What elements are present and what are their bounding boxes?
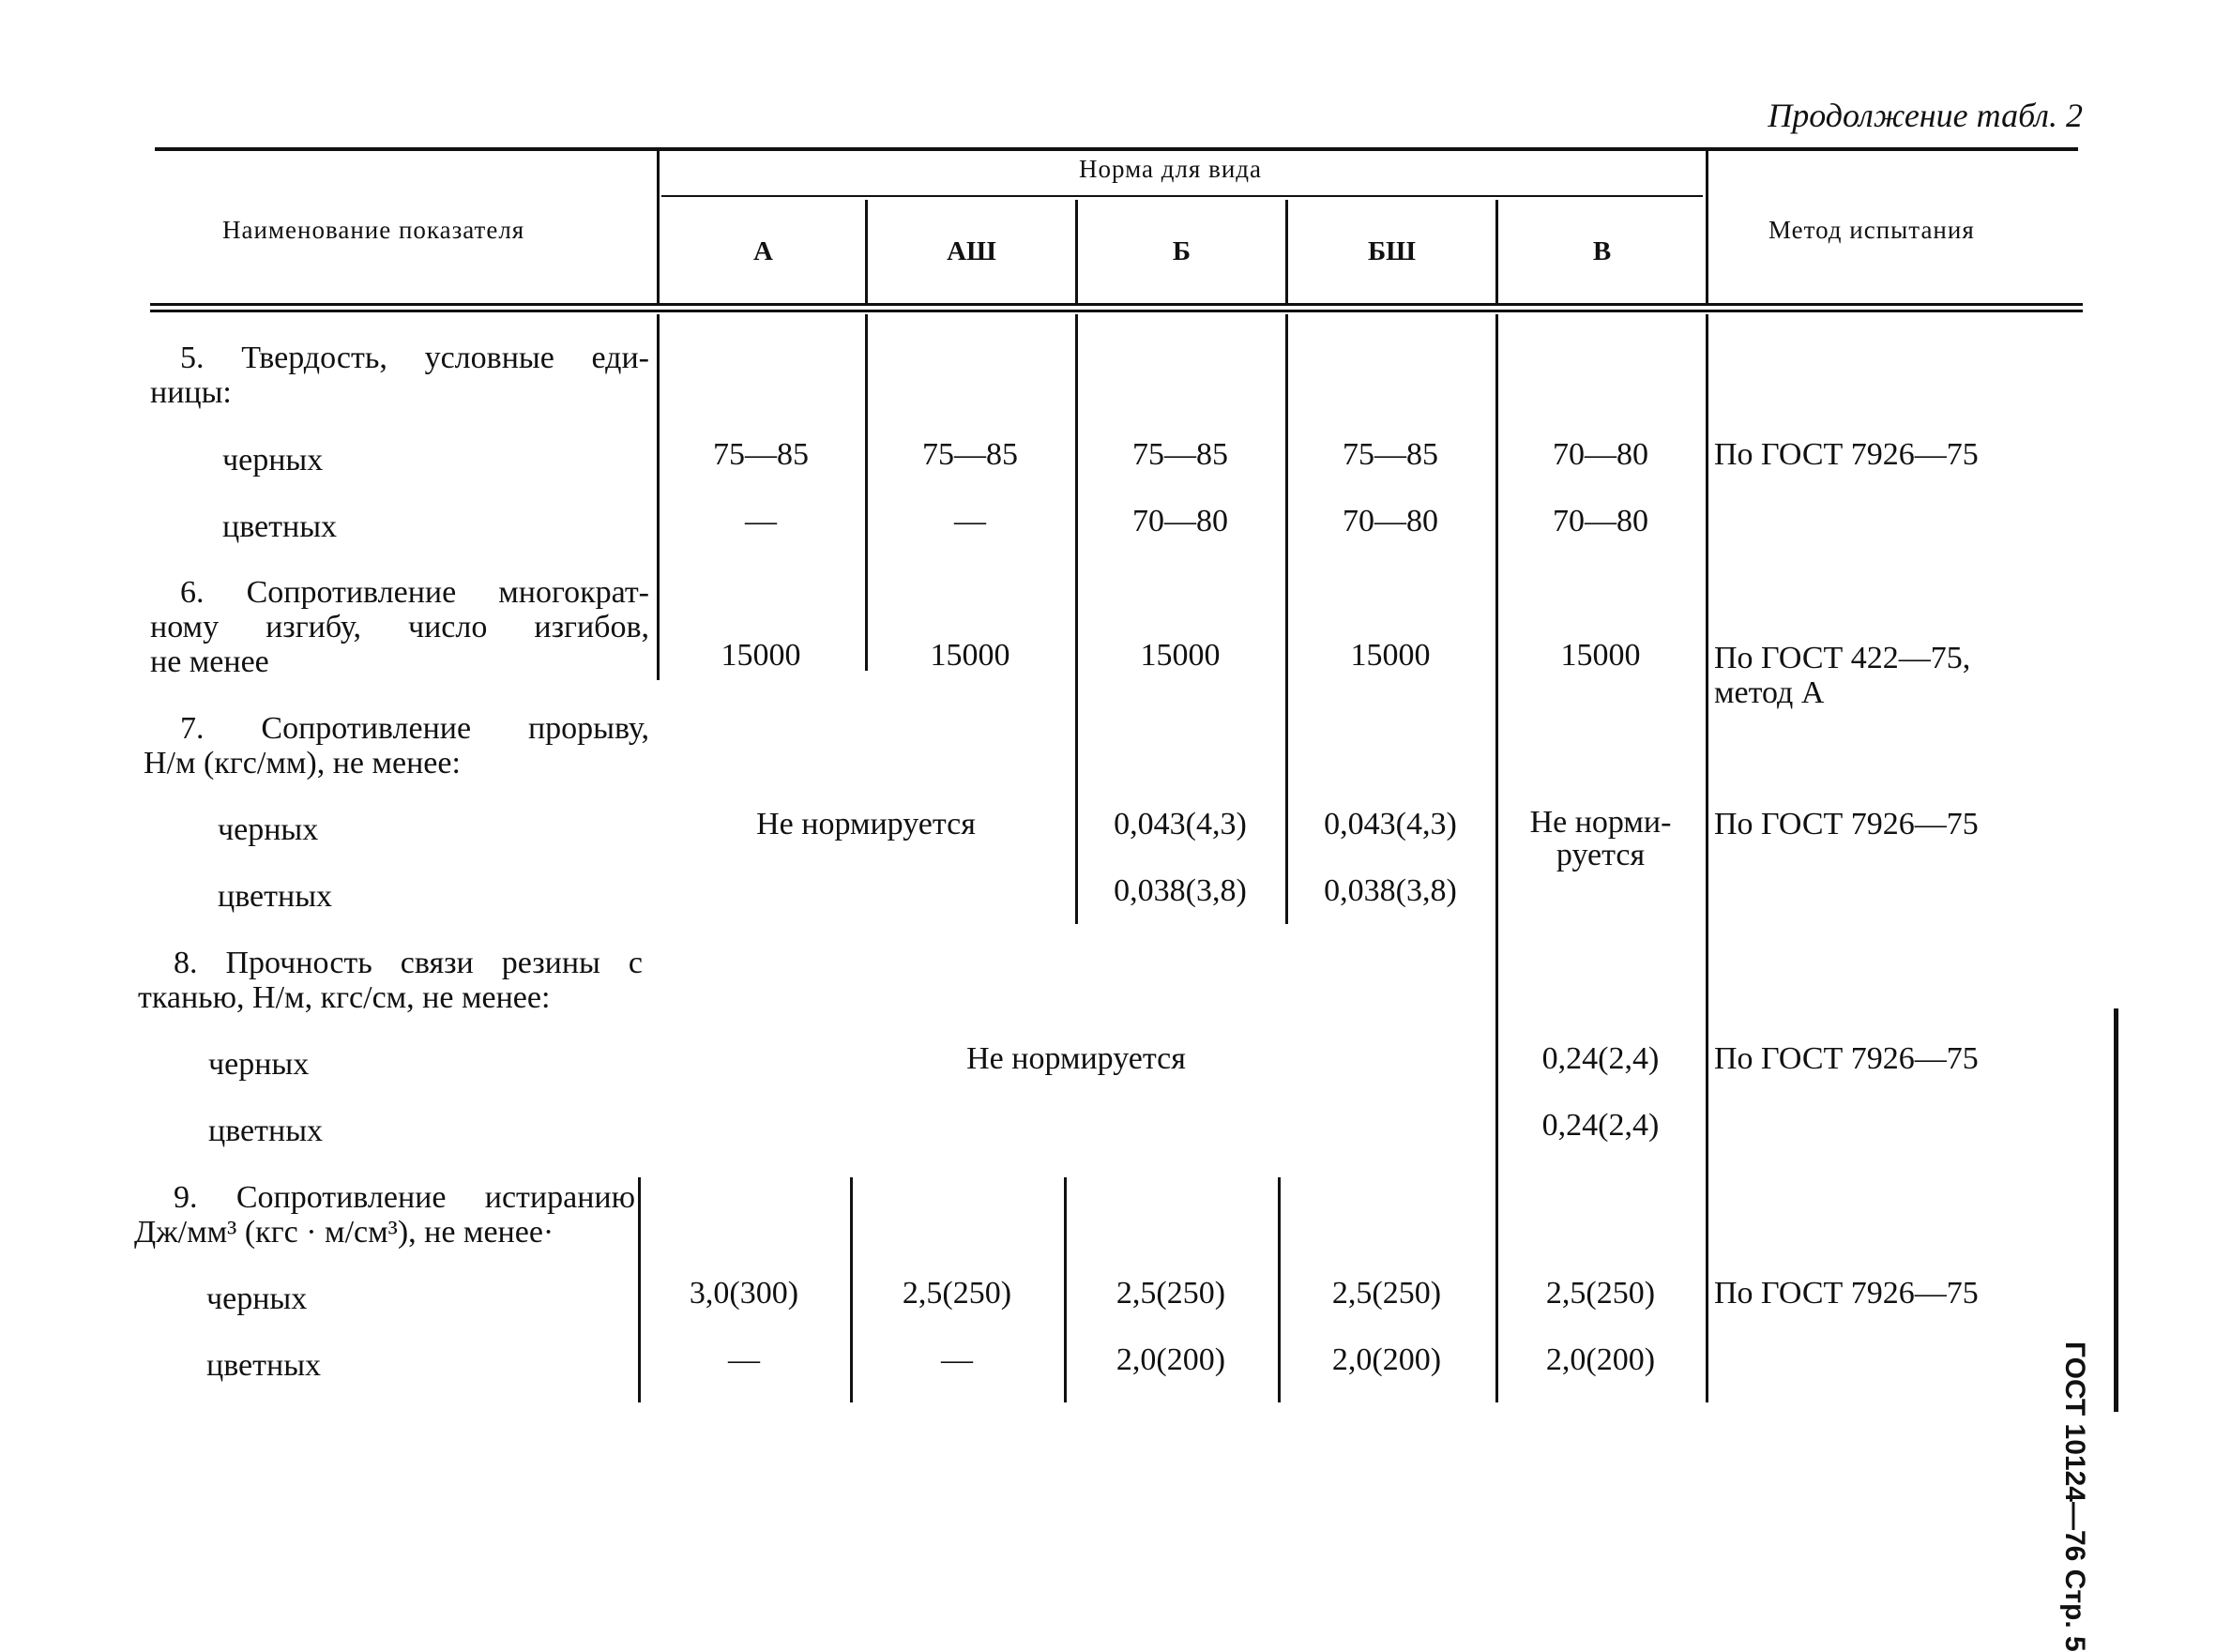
header-bottom-rule-2 (150, 310, 2083, 312)
row5-black-v: 70—80 (1553, 437, 1648, 472)
row8-sub-black: черных (208, 1047, 310, 1082)
body-vline-name-right-top (657, 314, 660, 680)
row9-sub-black: черных (206, 1281, 308, 1316)
row9-color-bsh: 2,0(200) (1331, 1342, 1442, 1377)
row9-color-b: 2,0(200) (1116, 1342, 1226, 1377)
row6-title-line2: ному изгибу, число изгибов, (150, 610, 649, 644)
row8-method: По ГОСТ 7926—75 (1714, 1041, 1979, 1076)
header-type-b: Б (1172, 236, 1191, 266)
row9-black-ash: 2,5(250) (902, 1276, 1012, 1311)
row6-ash: 15000 (930, 638, 1010, 673)
row9-black-a: 3,0(300) (689, 1276, 799, 1311)
row6-title-line1: 6. Сопротивление многократ- (180, 575, 649, 610)
row5-color-bsh: 70—80 (1343, 504, 1438, 538)
side-label-bar (2114, 1008, 2118, 1412)
row7-color-bsh: 0,038(3,8) (1324, 873, 1457, 908)
row7-method: По ГОСТ 7926—75 (1714, 807, 1979, 841)
header-type-v: В (1592, 236, 1612, 266)
header-vline-right (1706, 150, 1708, 303)
row6-b: 15000 (1140, 638, 1221, 673)
row7-v-line2: руется (1556, 838, 1646, 872)
row5-color-b: 70—80 (1132, 504, 1228, 538)
row9-black-b: 2,5(250) (1116, 1276, 1226, 1311)
row7-black-bsh: 0,043(4,3) (1324, 807, 1457, 841)
row7-title-line1: 7. Сопротивление прорыву, (180, 711, 649, 746)
row6-bsh: 15000 (1350, 638, 1431, 673)
norm-group-rule (661, 195, 1703, 197)
header-method-column: Метод испытания (1768, 216, 1975, 244)
row5-color-a: — (745, 504, 777, 538)
header-vline-left (657, 150, 660, 303)
row9-color-v: 2,0(200) (1545, 1342, 1656, 1377)
row8-not-normed: Не нормируется (966, 1041, 1186, 1076)
row7-v-line1: Не норми- (1529, 805, 1672, 840)
side-page-label: ГОСТ 10124—76 Стр. 5 (2059, 1341, 2090, 1652)
row7-black-b: 0,043(4,3) (1114, 807, 1247, 841)
row8-color-v: 0,24(2,4) (1541, 1108, 1660, 1143)
table-top-rule (155, 147, 2078, 151)
header-type-ash: АШ (947, 236, 996, 266)
row5-black-bsh: 75—85 (1343, 437, 1438, 472)
row9-title-line1: 9. Сопротивление истиранию (174, 1180, 635, 1215)
row9-method: По ГОСТ 7926—75 (1714, 1276, 1979, 1311)
row7-not-normed-a-ash: Не нормируется (756, 807, 976, 841)
header-name-column: Наименование показателя (222, 216, 525, 244)
row5-title-line2: ницы: (150, 375, 232, 410)
header-type-a: А (753, 236, 773, 266)
row6-v: 15000 (1560, 638, 1641, 673)
row5-color-v: 70—80 (1553, 504, 1648, 538)
row7-color-b: 0,038(3,8) (1114, 873, 1247, 908)
row5-color-ash: — (954, 504, 986, 538)
row9-black-bsh: 2,5(250) (1331, 1276, 1442, 1311)
row5-method: По ГОСТ 7926—75 (1714, 437, 1979, 472)
row5-black-ash: 75—85 (922, 437, 1018, 472)
row5-sub-black: черных (222, 443, 324, 477)
row5-black-b: 75—85 (1132, 437, 1228, 472)
table-continuation-caption: Продолжение табл. 2 (1768, 97, 2083, 134)
row8-black-v: 0,24(2,4) (1541, 1041, 1660, 1076)
body-vline-method-left (1706, 314, 1708, 1402)
header-type-bsh: БШ (1367, 236, 1417, 266)
row8-title-line2: тканью, Н/м, кгс/см, не менее: (138, 980, 551, 1015)
row9-sub-color: цветных (206, 1348, 322, 1383)
row8-sub-color: цветных (208, 1114, 324, 1148)
row7-sub-black: черных (218, 812, 319, 847)
row9-title-line2: Дж/мм³ (кгс · м/см³), не менее· (134, 1215, 554, 1250)
row5-black-a: 75—85 (713, 437, 809, 472)
row7-sub-color: цветных (218, 879, 333, 914)
row6-method-line1: По ГОСТ 422—75, (1714, 641, 1971, 675)
row5-title-line1: 5. Твердость, условные еди- (180, 341, 649, 375)
row6-title-line3: не менее (150, 644, 269, 679)
header-bottom-rule-1 (150, 303, 2083, 306)
row9-color-ash: — (941, 1342, 973, 1377)
row9-black-v: 2,5(250) (1545, 1276, 1656, 1311)
header-norm-group: Норма для вида (1079, 155, 1263, 183)
body-vline-a-r56 (865, 314, 868, 671)
row8-title-line1: 8. Прочность связи резины с (174, 946, 643, 980)
row6-a: 15000 (721, 638, 801, 673)
row6-method-line2: метод А (1714, 675, 1825, 710)
row9-color-a: — (728, 1342, 760, 1377)
row7-title-line2: Н/м (кгс/мм), не менее: (144, 746, 461, 781)
row5-sub-color: цветных (222, 509, 338, 544)
